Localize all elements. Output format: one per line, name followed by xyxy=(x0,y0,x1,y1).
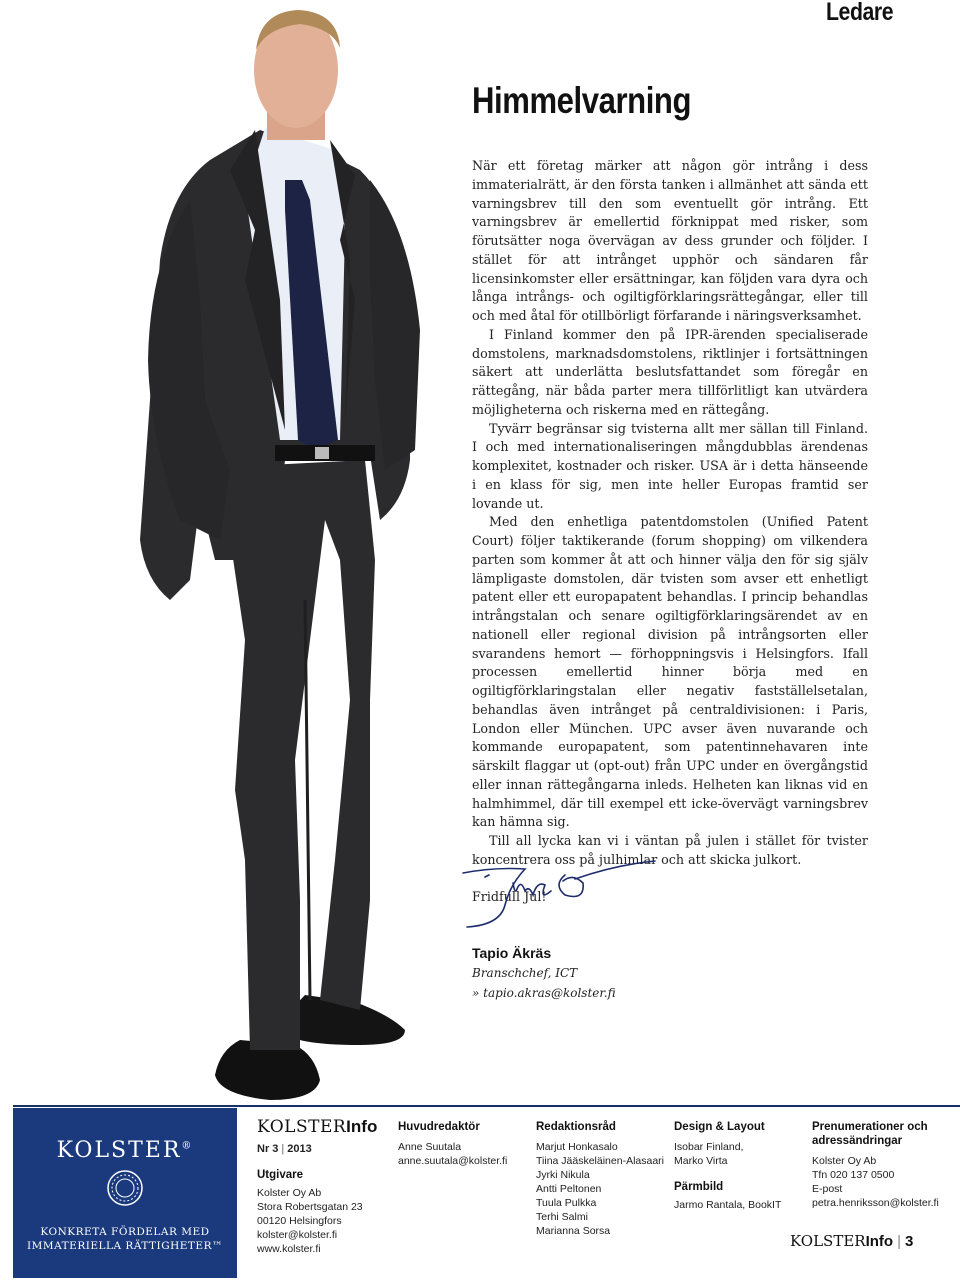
board-member: Marianna Sorsa xyxy=(536,1225,611,1237)
design-line: Isobar Finland, xyxy=(674,1141,744,1153)
page-brand-suffix: Info xyxy=(865,1233,894,1250)
publisher-line: 00120 Helsingfors xyxy=(257,1215,342,1227)
subscriptions-line: Kolster Oy Ab xyxy=(812,1155,877,1167)
author-name: Tapio Äkräs xyxy=(472,945,552,961)
cover-heading: Pärmbild xyxy=(674,1181,724,1193)
masthead-column xyxy=(257,1117,378,1256)
page-number: 3 xyxy=(905,1233,914,1250)
issue-number: Nr 3 | 2013 xyxy=(257,1143,312,1155)
ring-logo-icon xyxy=(105,1168,145,1208)
publisher-line: Stora Robertsgatan 23 xyxy=(257,1201,363,1213)
section-label: Ledare xyxy=(826,0,894,26)
page-brand: KOLSTER xyxy=(790,1232,866,1250)
board-column xyxy=(536,1120,664,1238)
article-body xyxy=(472,157,868,906)
board-member: Tiina Jääskeläinen-Alasaari xyxy=(536,1155,665,1167)
subscriptions-line: E-post xyxy=(812,1183,843,1195)
board-member: Jyrki Nikula xyxy=(536,1169,590,1181)
board-member: Antti Peltonen xyxy=(536,1183,602,1195)
page-footer: KOLSTERInfo | 3 xyxy=(790,1232,914,1250)
subscriptions-column xyxy=(812,1120,939,1210)
article-paragraph: I Finland kommer den på IPR-ärenden specialiserade domstolens, marknadsdomstolens, riktlinjer i fortsättningen säkert att underlätta beslutsfattandet som föregår en rättegång, när båda parter mera tillförlitligt kan utvärdera möjligheterna och riskerna med en rättegång. xyxy=(472,326,868,417)
article-paragraph: När ett företag märker att någon gör intrång i dess immaterialrätt, är den första tanken i allmänhet att sända ett varningsbrev till den som eventuellt gör intrång. Ett varningsbrev är emellertid förknippat med risker, som förutsätter noga övervägan av dess grunder och följder. I stället för att intrånget upphör och sändaren får licensinkomster eller ersättningar, kan följden vara dyra och långa intrångs- och ogiltigförklaringsrättegångar, eller till och med åtal för otillbörligt förfarande i näringsverksamhet. xyxy=(472,158,868,323)
footer-divider xyxy=(13,1105,960,1107)
subscriptions-email-link[interactable]: petra.henriksson@kolster.fi xyxy=(812,1197,939,1209)
editor-heading: Huvudredaktör xyxy=(398,1121,480,1133)
design-heading: Design & Layout xyxy=(674,1121,765,1133)
headline: Himmelvarning xyxy=(472,80,692,121)
footer-tagline: KONKRETA FÖRDELAR MED IMMATERIELLA RÄTTIGHETER™ xyxy=(27,1226,223,1252)
board-member: Marjut Honkasalo xyxy=(536,1141,618,1153)
article-paragraph: Med den enhetliga patentdomstolen (Unified Patent Court) följer taktikerande (forum shopping) om vilkendera parten som kommer åt att och hinner välja den för sig själv lämpligaste domstolen, där tvisten som avser ett enhetligt patent eller ett europapatent behandlas. I princip behandlas intrångstalan och senare ogiltigförklaringsärendet av en nationell eller regional division på intrångsorten eller svarandens hemort — förhoppningsvis i Helsingfors. Ifall processen emellertid hinner börja med en ogiltigförklaringstalan eller negativ fastställelsetalan, behandlas även intrånget på centraldivisionen: i Paris, London eller München. UPC avser även nuvarande och kommande europapatent, som patentinnehavaren inte särskilt flaggar ut (opt-out) från UPC under en övergångstid eller innan rättegångarna inleds. Helheten kan liknas vid en halmhimmel, där till exempel ett icke-övervägt varningsbrev kan hämna sig. xyxy=(472,514,868,830)
board-member: Terhi Salmi xyxy=(536,1211,588,1223)
subscriptions-line: Tfn 020 137 0500 xyxy=(812,1169,895,1181)
section-tab xyxy=(814,0,960,34)
magazine-brand: KOLSTERInfo xyxy=(257,1117,378,1137)
article-paragraph: Tyvärr begränsar sig tvisterna allt mer sällan till Finland. I och med internationaliseringen mångdubblas ärendenas komplexitet, kostnader och risker. USA är i detta hänseende i en klass för sig, men inte heller Europas framtid ser lovande ut. xyxy=(472,420,868,511)
publisher-website-link[interactable]: www.kolster.fi xyxy=(257,1243,321,1255)
publisher-heading: Utgivare xyxy=(257,1169,304,1181)
closing-line: Fridfull Jul! xyxy=(472,888,547,904)
cover-credit: Jarmo Rantala, BookIT xyxy=(674,1199,782,1211)
board-heading: Redaktionsråd xyxy=(536,1121,616,1133)
author-title: Branschchef, ICT xyxy=(472,966,578,980)
board-member: Tuula Pulkka xyxy=(536,1197,597,1209)
footer-logo-panel xyxy=(13,1108,237,1278)
publisher-line: Kolster Oy Ab xyxy=(257,1187,322,1199)
signature-image xyxy=(455,855,665,935)
article-paragraph: Till all lycka kan vi i väntan på julen i stället för tvister koncentrera oss på julhimlar och att skicka julkort. xyxy=(472,833,868,867)
design-column xyxy=(674,1120,781,1212)
publisher-email-link[interactable]: kolster@kolster.fi xyxy=(257,1229,338,1241)
author-email-link[interactable]: » tapio.akras@kolster.fi xyxy=(472,986,616,1000)
editor-column xyxy=(398,1120,507,1168)
portrait-image xyxy=(70,0,470,1110)
subscriptions-heading: Prenumerationer och adressändringar xyxy=(812,1121,928,1147)
design-line: Marko Virta xyxy=(674,1155,728,1167)
kolster-logo: KOLSTER® xyxy=(56,1138,194,1163)
editor-name: Anne Suutala xyxy=(398,1141,462,1153)
editor-email-link[interactable]: anne.suutala@kolster.fi xyxy=(398,1155,508,1167)
